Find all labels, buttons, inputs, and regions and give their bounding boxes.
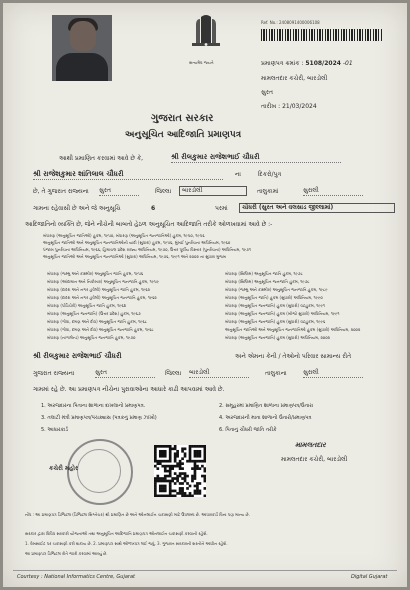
footer-courtesy: Courtesy : National Informatics Centre, Gujarat	[17, 574, 135, 580]
district-value: સુરત	[99, 187, 139, 196]
certificate-number-row: પ્રમાણપત્ર ક્રમાંક : 5108/2024 -01	[261, 60, 353, 67]
document-item-6: 6. પિતાનું ચૌધરી જાતિ તરીકે	[219, 427, 277, 433]
residence-taluka-label: તાલુકાના	[265, 370, 287, 377]
village-value: સુરાલી	[303, 187, 363, 196]
state-emblem-icon	[186, 13, 226, 59]
signatory-title: મામલતદાર	[295, 441, 326, 449]
issue-date-row: તારીખ : 21/03/2024	[261, 103, 317, 110]
certificate-number: 5108/2024	[305, 60, 341, 67]
taluka-value: બારડોલી	[179, 186, 247, 196]
note-1: નોંધ : આ પ્રમાણપત્ર ડિજિટલ (ડિજિટલ સિગ્નેચર) થી પ્રમાણિત છે અને ઓનલાઈન ચકાસણી માટે ઉપલબ્ધ છે. આધારકાર્ડ વિના પણ માન્ય છે.	[25, 512, 250, 517]
family-text: અને એમના કેની / તેઓનો પરિવાર સામાન્ય રીતે	[235, 353, 352, 360]
order-right-3: બંધારણ (જમ્મુ અને કાશ્મીર) અનુસૂચિત જનજાતિ હુકમ, ૧૯૮૯	[225, 287, 328, 292]
stamp-text: કચેરી મહોર	[49, 465, 79, 472]
district-label: જિલ્લા	[155, 188, 172, 195]
order-line-4: અનુસૂચિત જાતિઓ અને અનુસૂચિત જનજાતિઓ (સુધારા) અધિનિયમ, ૧૯૭૬, ૧૯૯૧ અને ૨૦૦૨ ના સુધારા મુજબ	[43, 254, 227, 259]
note-4: આ પ્રમાણપત્ર ડિજિટલ રીતે જારી કરવામાં આવ્યું છે.	[25, 551, 108, 556]
certificate-number-suffix: -01	[342, 60, 353, 67]
residence-taluka: બારડોલી	[189, 369, 249, 378]
document-item-2: 2. સમૂહરમાં પ્રમાણિત શાળાના પ્રમાણપત્ર/ઉતારા	[219, 403, 314, 409]
verification-qr-code	[154, 445, 206, 497]
relation: દિકરો/પુત્ર	[258, 171, 282, 178]
order-left-1: બંધારણ (જમ્મુ અને કાશ્મીર) અનુસૂચિત જાતિ હુકમ, ૧૯૫૬	[47, 271, 144, 276]
father-name: શ્રી રાજેશકુમાર શાંતિલાલ ચૌધરી	[33, 170, 223, 180]
certificate-title: અનુસૂચિત આદિજાતિ પ્રમાણપત્ર	[125, 130, 242, 140]
order-left-6: બંધારણ (અનુસૂચિત જનજાતિ) (ઉત્તર પ્રદેશ) હુકમ, ૧૯૬૭	[47, 311, 141, 316]
order-line-3: પંજાબ પુનર્રચના અધિનિયમ, ૧૯૬૬, હિમાચલ પ્રદેશ રાજ્ય અધિનિયમ, ૧૯૭૦, ઉત્તર પૂર્વીય વિસ્તાર (પુનર્રચના) અધિનિયમ, ૧૯૭૧	[43, 247, 251, 252]
order-right-1: બંધારણ (સિક્કિમ) અનુસૂચિત જાતિ હુકમ, ૧૯૭૮	[225, 271, 303, 276]
footer-divider	[13, 570, 397, 571]
note-3: 1. વેબસાઈટ પર ચકાસણી કરી શકાય છે. 2. પ્રમાણપત્ર સાથે ઓળખપત્ર લઈ જવું. 3. ગુજરાત સરકારની શરતોને આધીન રહેશે.	[25, 541, 228, 546]
order-left-7: બંધારણ (ગોવા, દમણ અને દીવ) અનુસૂચિત જાતિ હુકમ, ૧૯૬૮	[47, 319, 147, 324]
schedule-number: 6	[151, 205, 156, 212]
note-2: સરકાર દ્વારા વિવિધ સરકારી યોજનાઓ તથા અનુસૂચિત આદિજાતિ પ્રમાણપત્ર ઓનલાઈન ચકાસણી કરવાની રહેશે.	[25, 531, 208, 536]
applicant-photo	[52, 15, 112, 81]
taluka-label: તાલુકામાં	[257, 188, 279, 195]
residence-state: ગુજરાત રાજ્યના	[33, 370, 75, 377]
residence-village: સુરાલી	[303, 369, 363, 378]
order-right-5: બંધારણ (અનુસૂચિત જનજાતિ) હુકમ (સુધારો) વટહુકમ, ૧૯૯૧	[225, 303, 325, 308]
order-right-9: બંધારણ (અનુસૂચિત જનજાતિ) હુકમ (સુધારો) અધિનિયમ, ૨૦૦૨	[225, 335, 330, 340]
order-left-3: બંધારણ (દાદરા અને નગર હવેલી) અનુસૂચિત જાતિ હુકમ, ૧૯૬૨	[47, 287, 150, 292]
order-right-2: બંધારણ (સિક્કિમ) અનુસૂચિત જનજાતિ હુકમ, ૧૯૭૮	[225, 279, 310, 284]
emblem-caption: સત્યમેવ જયતે	[189, 60, 214, 65]
certificate-sheet	[3, 3, 407, 587]
document-item-5: 5. આધારકાર્ડ	[41, 427, 69, 433]
recognition-text: આદિજાતિનો વ્યક્તિ છે, જેને નીચેની બાબતો હેઠળ અનુસૂચિત આદિજાતિ તરીકે ઓળખવામાં આવે છે :-	[25, 221, 273, 228]
document-item-3: 3. તલાટી મંત્રી પ્રમાણપત્ર/પંચક્યાસ (પત્રકનું પ્રમાણ ઝાંખો)	[41, 415, 157, 421]
state-label: છે, તે ગુજરાત રાજ્યના	[33, 188, 89, 195]
caste-label: પરમાં	[215, 205, 228, 212]
applicant-name: શ્રી રીલકુમાર રાજેશભાઈ ચૌધરી	[171, 153, 341, 163]
order-left-9: બંધારણ (નાગાલેન્ડ) અનુસૂચિત જનજાતિ હુકમ, ૧૯૭૦	[47, 335, 136, 340]
order-left-8: બંધારણ (ગોવા, દમણ અને દીવ) અનુસૂચિત જનજાતિ હુકમ, ૧૯૬૮	[47, 327, 154, 332]
order-left-4: બંધારણ (દાદરા અને નગર હવેલી) અનુસૂચિત જનજાતિ હુકમ, ૧૯૬૨	[47, 295, 157, 300]
government-title: ગુજરાત સરકાર	[151, 113, 214, 124]
document-item-4: 4. અરજદારની માતા શાળાનો ઉતારો/પ્રમાણપત્ર	[219, 415, 312, 421]
relation-label: ના	[235, 171, 241, 178]
issuing-office: મામલતદાર કચેરી, બારડોલી	[261, 75, 328, 82]
document-item-1: 1. અરજદારના પિતાના શાળાના દાખલાનો પ્રમાણપત્ર.	[41, 403, 146, 409]
barcode	[261, 29, 383, 41]
order-right-7: બંધારણ (અનુસૂચિત જનજાતિ) હુકમ (સુધારો) વટહુકમ, ૧૯૯૬	[225, 319, 326, 324]
family-member-name: શ્રી રીલકુમાર રાજેશભાઈ ચૌધરી	[33, 352, 122, 360]
order-line-2: અનુસૂચિત જાતિઓ અને અનુસૂચિત જનજાતિઓની યાદી (સુધારા) હુકમ, ૧૯૫૬, મુંબઈ પુનર્રચના અધિનિયમ, ૧૯૬૦	[43, 240, 231, 245]
barcode-number: Ref. No.: 2408091400006108	[261, 20, 320, 25]
issue-date: 21/03/2024	[282, 103, 317, 110]
intro-text: આથી પ્રમાણિત કરવામાં આવે છે કે,	[59, 155, 144, 162]
order-left-2: બંધારણ (આંદામાન અને નિકોબાર) અનુસૂચિત જનજાતિ હુકમ, ૧૯૫૯	[47, 279, 159, 284]
order-right-8: અનુસૂચિત જાતિઓ અને અનુસૂચિત જનજાતિઓ હુકમ (સુધારો) અધિનિયમ, ૨૦૦૨	[225, 327, 361, 332]
documents-intro: ગામમાં રહે છે. આ પ્રમાણપત્ર નીચેના પુરાવાઓના આધારે કાઢી આપવામાં આવે છે.	[33, 386, 225, 393]
order-left-5: બંધારણ (પોંડિચેરી) અનુસૂચિત જાતિ હુકમ, ૧૯૬૪	[47, 303, 127, 308]
schedule-text: ગામના રહેવાસી છે અને જે અનુસૂચિ	[33, 205, 121, 212]
order-line-1: બંધારણ (અનુસૂચિત જાતિઓ) હુકમ, ૧૯૫૦, બંધારણ (અનુસૂચિત જનજાતિઓ) હુકમ, ૧૯૫૦, ૧૯૫૬	[43, 233, 205, 238]
order-right-4: બંધારણ (અનુસૂચિત જાતિ) હુકમ (સુધારો) અધિનિયમ, ૧૯૯૦	[225, 295, 323, 300]
order-right-6: બંધારણ (અનુસૂચિત જનજાતિ) હુકમ (બીજો સુધારો) અધિનિયમ, ૧૯૯૧	[225, 311, 340, 316]
residence-district-label: જિલ્લા	[165, 370, 182, 377]
footer-brand: Digital Gujarat	[351, 574, 388, 580]
caste-value: ચૌધરી (સુરત અને વલસાડ જીલ્લામાં)	[239, 203, 395, 213]
issuing-place: સુરત	[261, 89, 273, 96]
signatory-office: મામલતદાર કચેરી, બારડોલી	[281, 456, 348, 463]
residence-district: સુરત	[95, 369, 155, 378]
